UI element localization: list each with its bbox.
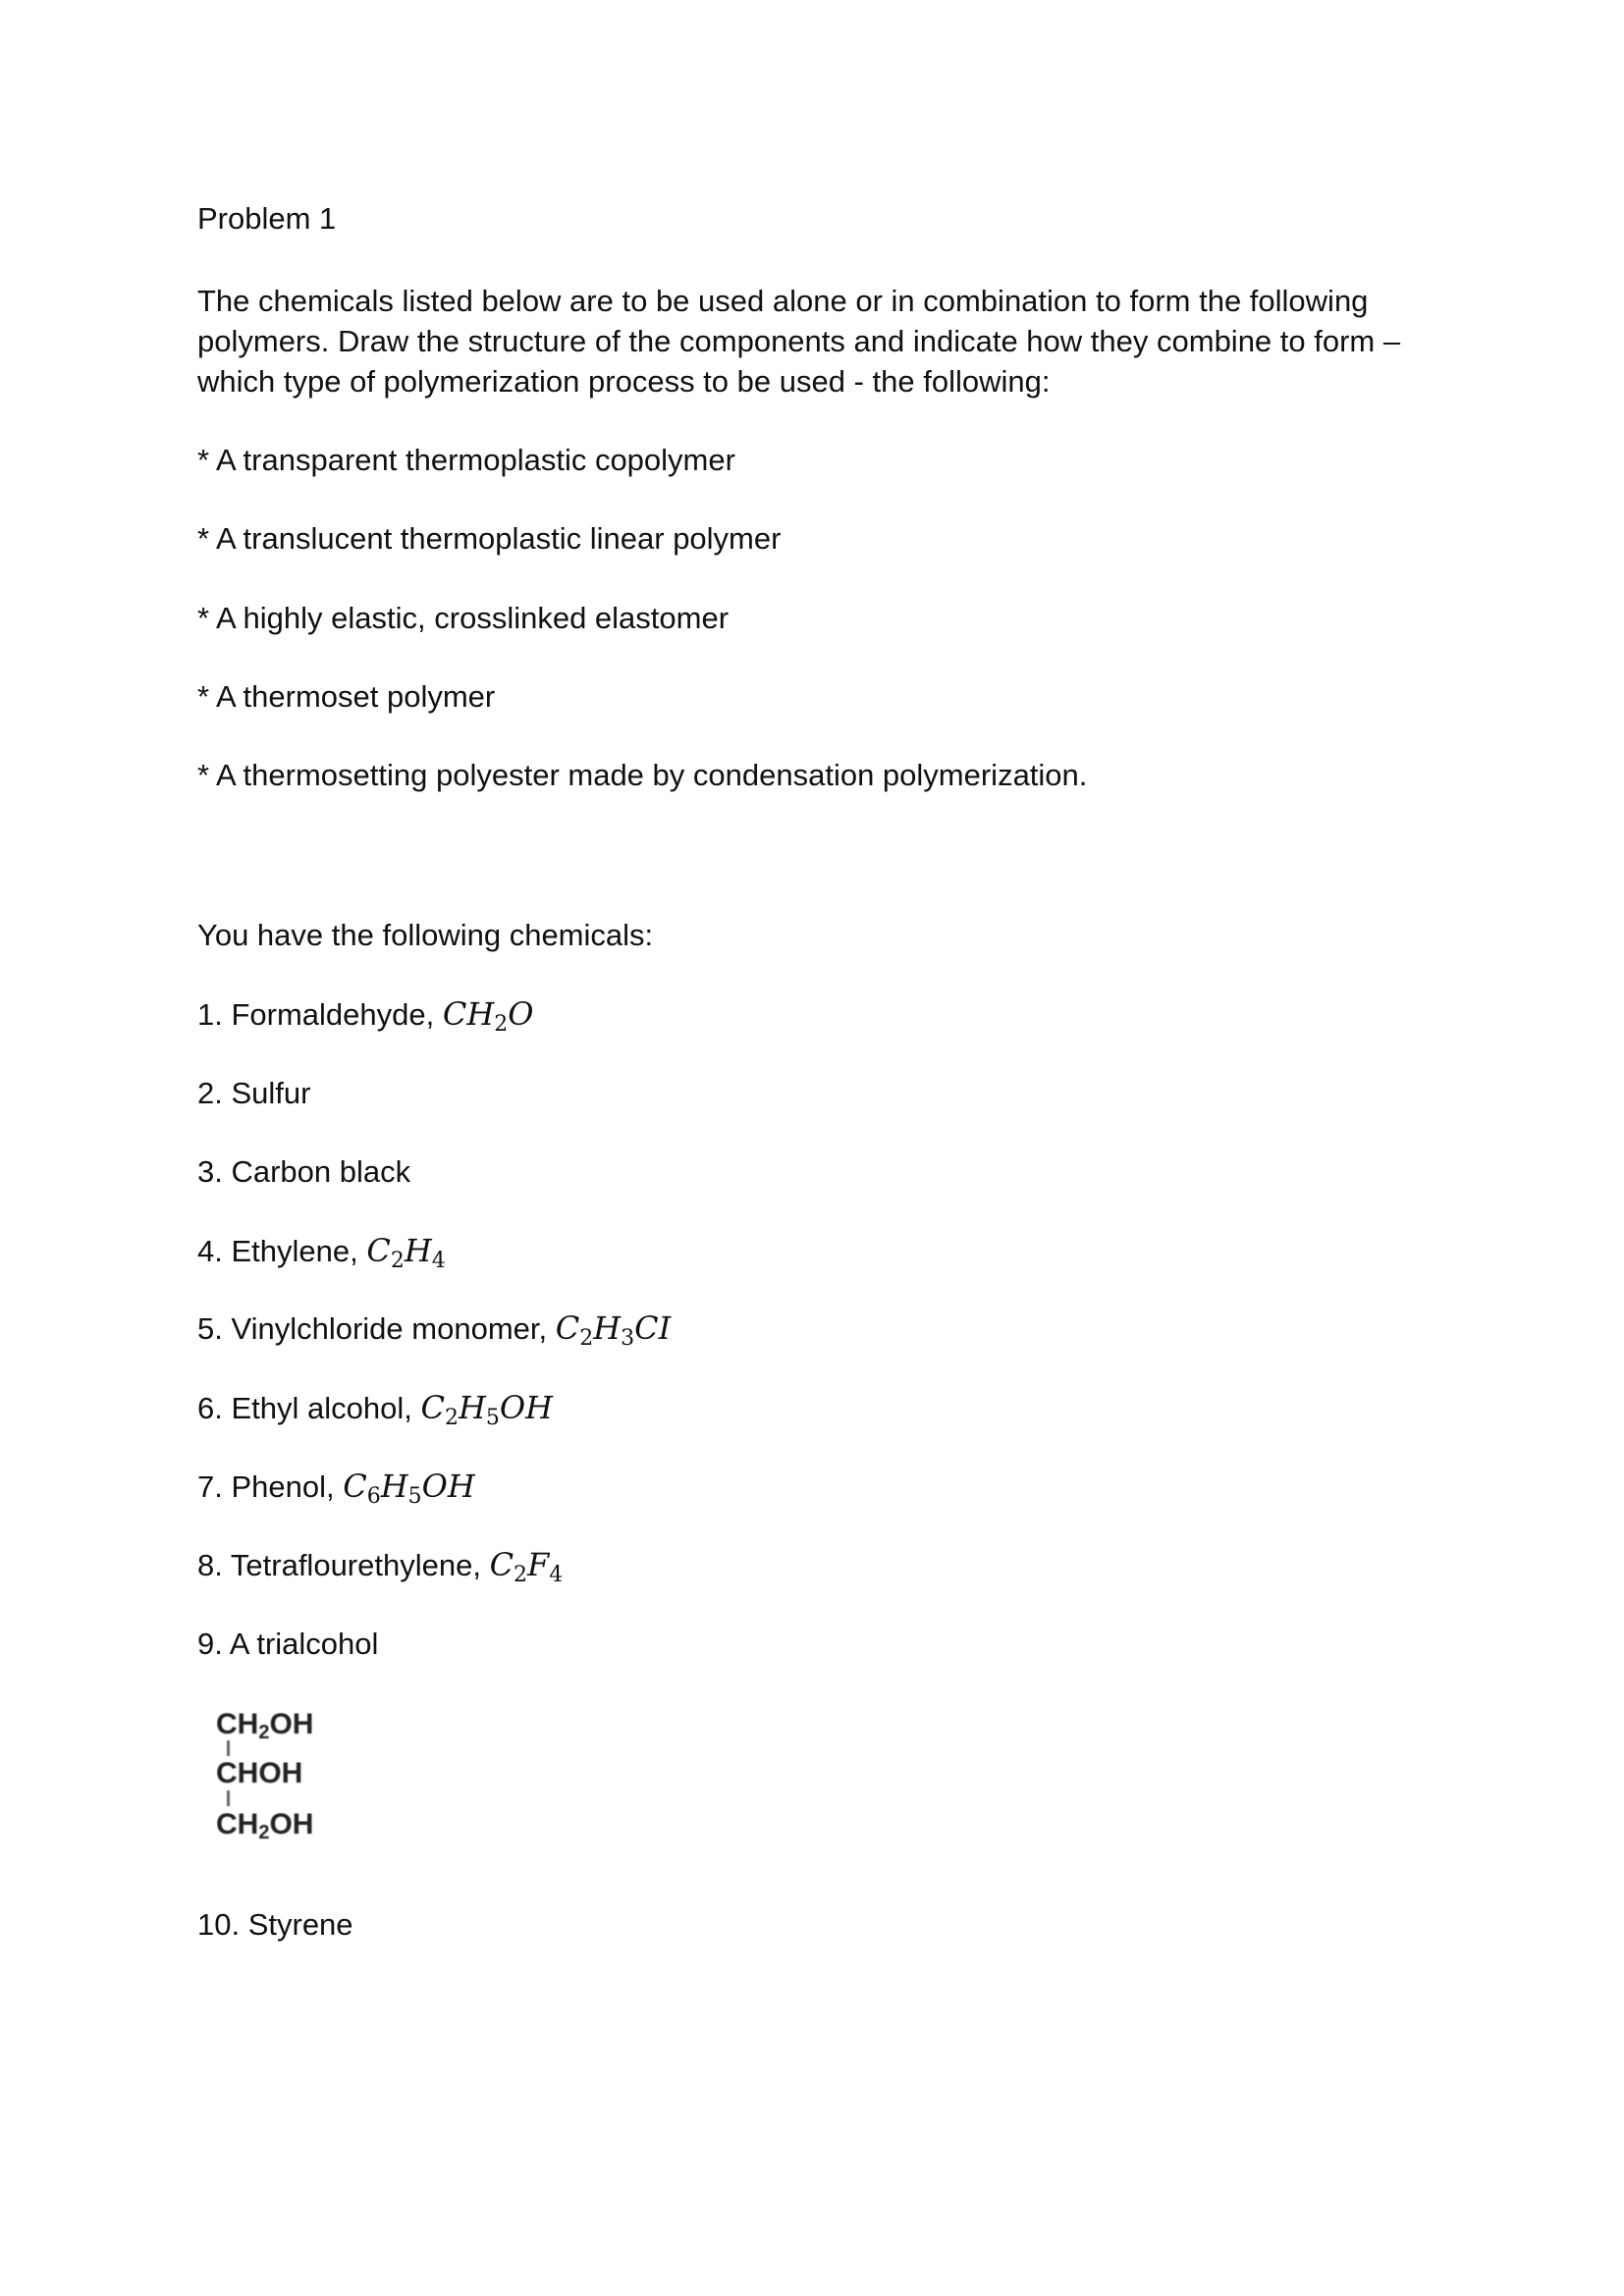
structure-bond xyxy=(227,1790,230,1806)
chemical-formula: $C_2H_5OH$ xyxy=(420,1389,553,1430)
chemical-item xyxy=(197,1904,353,1945)
intro-line-1: The chemicals listed below are to be used alone or in combination to form the following xyxy=(197,284,1369,318)
trialcohol-structure xyxy=(216,1708,373,1855)
chemical-item xyxy=(197,1467,475,1507)
chemical-label: 7. Phenol, xyxy=(197,1469,344,1504)
intro-line-3: which type of polymerization process to be used - the following: xyxy=(197,364,1051,399)
chemical-item xyxy=(197,1545,563,1585)
structure-bond xyxy=(227,1740,230,1756)
structure-group-bottom: $CH_2OH$ xyxy=(216,1808,314,1843)
chemical-formula: $C_2H_3CI$ xyxy=(555,1309,672,1351)
target-translucent-linear-polymer: * A translucent thermoplastic linear polymer xyxy=(197,521,782,556)
intro-line-2: polymers. Draw the structure of the components and indicate how they combine to form – xyxy=(197,324,1401,358)
chemical-formula: $C_2H_4$ xyxy=(366,1232,446,1273)
chemical-label: 3. Carbon black xyxy=(197,1154,411,1189)
chemical-item xyxy=(197,1073,310,1113)
chemical-item xyxy=(197,1308,671,1349)
chemical-label: 5. Vinylchloride monomer, xyxy=(197,1311,556,1346)
chemical-item xyxy=(197,1231,446,1271)
chemical-item xyxy=(197,1624,378,1664)
chemical-label: 6. Ethyl alcohol, xyxy=(197,1391,421,1425)
structure-group-top: $CH_2OH$ xyxy=(216,1708,314,1743)
chemical-item xyxy=(197,1388,553,1428)
chemical-item xyxy=(197,994,533,1035)
chemical-label: 4. Ethylene, xyxy=(197,1234,367,1268)
target-transparent-copolymer: * A transparent thermoplastic copolymer xyxy=(197,443,735,477)
chemical-label: 2. Sulfur xyxy=(197,1076,311,1110)
chemicals-heading: You have the following chemicals: xyxy=(197,918,654,952)
structure-group-middle: CHOH xyxy=(216,1757,303,1789)
chemical-label: 8. Tetraflourethylene, xyxy=(197,1548,490,1582)
problem-title: Problem 1 xyxy=(197,201,337,236)
target-thermosetting-polyester: * A thermosetting polyester made by condensation polymerization. xyxy=(197,758,1088,792)
chemical-formula: $C_2F_4$ xyxy=(489,1546,564,1587)
chemical-label: 9. A trialcohol xyxy=(197,1627,379,1661)
chemical-item xyxy=(197,1151,410,1192)
chemical-label: 1. Formaldehyde, xyxy=(197,997,443,1032)
chemical-formula: $C_6H_5OH$ xyxy=(343,1468,475,1509)
chemical-label: 10. Styrene xyxy=(197,1907,353,1942)
chemical-formula: $CH_2O$ xyxy=(442,995,534,1037)
target-thermoset-polymer: * A thermoset polymer xyxy=(197,679,496,714)
target-elastomer: * A highly elastic, crosslinked elastomer xyxy=(197,601,730,635)
